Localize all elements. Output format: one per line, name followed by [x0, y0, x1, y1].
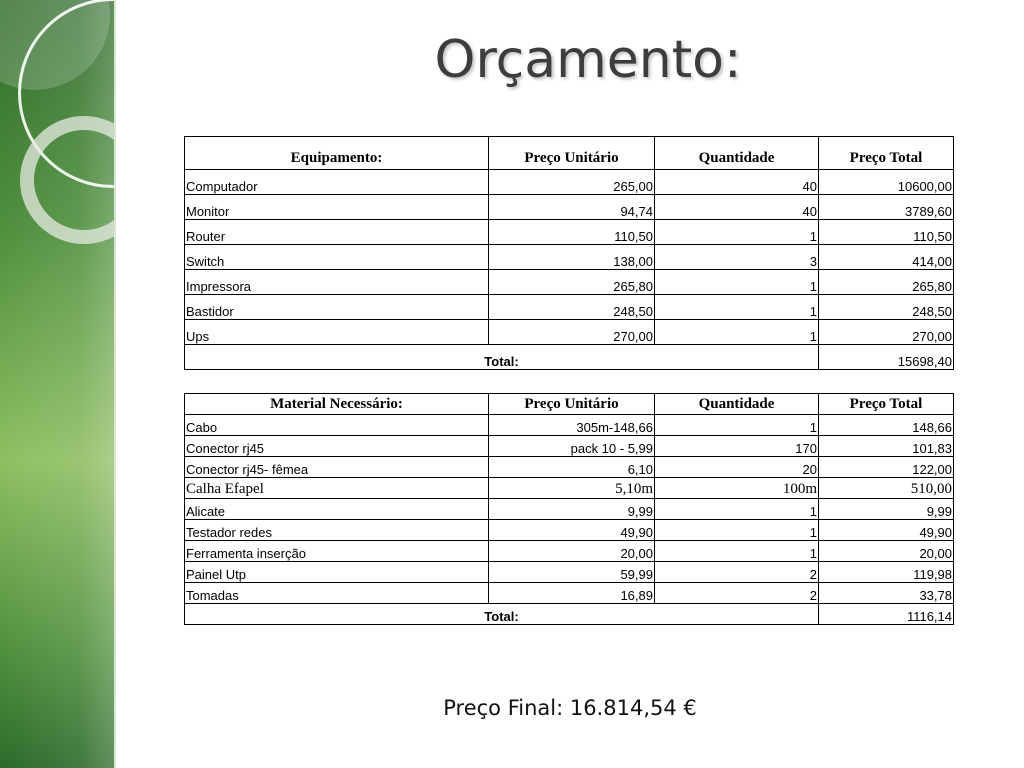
item-name: Painel Utp	[185, 562, 489, 583]
unit-price: 49,90	[489, 520, 655, 541]
item-name: Alicate	[185, 499, 489, 520]
total-price: 122,00	[819, 457, 954, 478]
table-row	[185, 562, 954, 583]
table-row	[185, 195, 954, 220]
total-price: 119,98	[819, 562, 954, 583]
total-price: 414,00	[819, 245, 954, 270]
quantity: 1	[655, 499, 819, 520]
unit-price: 20,00	[489, 541, 655, 562]
table-row	[185, 170, 954, 195]
table-row	[185, 245, 954, 270]
quantity: 170	[655, 436, 819, 457]
table-row	[185, 220, 954, 245]
total-price: 33,78	[819, 583, 954, 604]
item-name: Router	[185, 220, 489, 245]
slide-title: Orçamento:	[434, 30, 742, 90]
table-row	[185, 436, 954, 457]
unit-price: 265,80	[489, 270, 655, 295]
total-label: Total:	[185, 345, 819, 370]
final-price: Preço Final: 16.814,54 €	[443, 696, 697, 720]
total-price: 270,00	[819, 320, 954, 345]
total-price: 248,50	[819, 295, 954, 320]
item-name: Ups	[185, 320, 489, 345]
quantity: 1	[655, 295, 819, 320]
header-equipment: Equipamento:	[185, 137, 489, 170]
item-name: Monitor	[185, 195, 489, 220]
quantity: 1	[655, 415, 819, 436]
item-name: Switch	[185, 245, 489, 270]
item-name: Computador	[185, 170, 489, 195]
table-header-row	[185, 137, 954, 170]
quantity: 2	[655, 583, 819, 604]
unit-price: 16,89	[489, 583, 655, 604]
item-name: Ferramenta inserção	[185, 541, 489, 562]
total-price: 49,90	[819, 520, 954, 541]
quantity: 1	[655, 320, 819, 345]
total-price: 9,99	[819, 499, 954, 520]
decorative-side-band	[0, 0, 114, 768]
table-row	[185, 295, 954, 320]
equipment-table	[184, 136, 954, 370]
header-unit-price: Preço Unitário	[489, 394, 655, 415]
total-price: 148,66	[819, 415, 954, 436]
table-row	[185, 320, 954, 345]
total-row	[185, 345, 954, 370]
item-name: Impressora	[185, 270, 489, 295]
quantity: 100m	[655, 478, 819, 499]
table-row	[185, 415, 954, 436]
unit-price: 248,50	[489, 295, 655, 320]
unit-price: 9,99	[489, 499, 655, 520]
quantity: 1	[655, 270, 819, 295]
quantity: 3	[655, 245, 819, 270]
total-price: 101,83	[819, 436, 954, 457]
material-table	[184, 393, 954, 625]
header-total-price: Preço Total	[819, 394, 954, 415]
item-name: Conector rj45- fêmea	[185, 457, 489, 478]
side-band-divider	[114, 0, 116, 768]
header-quantity: Quantidade	[655, 394, 819, 415]
total-price: 3789,60	[819, 195, 954, 220]
quantity: 40	[655, 195, 819, 220]
total-price: 110,50	[819, 220, 954, 245]
table-row	[185, 583, 954, 604]
table-row	[185, 457, 954, 478]
quantity: 1	[655, 220, 819, 245]
total-value: 15698,40	[819, 345, 954, 370]
table-header-row	[185, 394, 954, 415]
item-name: Testador redes	[185, 520, 489, 541]
unit-price: 270,00	[489, 320, 655, 345]
unit-price: pack 10 - 5,99	[489, 436, 655, 457]
item-name: Bastidor	[185, 295, 489, 320]
unit-price: 305m-148,66	[489, 415, 655, 436]
table-row	[185, 499, 954, 520]
header-total-price: Preço Total	[819, 137, 954, 170]
item-name: Conector rj45	[185, 436, 489, 457]
total-row	[185, 604, 954, 625]
unit-price: 6,10	[489, 457, 655, 478]
unit-price: 5,10m	[489, 478, 655, 499]
total-price: 265,80	[819, 270, 954, 295]
item-name: Tomadas	[185, 583, 489, 604]
unit-price: 138,00	[489, 245, 655, 270]
quantity: 40	[655, 170, 819, 195]
unit-price: 110,50	[489, 220, 655, 245]
table-row	[185, 520, 954, 541]
table-row	[185, 478, 954, 499]
header-material: Material Necessário:	[185, 394, 489, 415]
unit-price: 59,99	[489, 562, 655, 583]
quantity: 20	[655, 457, 819, 478]
quantity: 2	[655, 562, 819, 583]
total-price: 20,00	[819, 541, 954, 562]
table-row	[185, 270, 954, 295]
item-name: Calha Efapel	[185, 478, 489, 499]
item-name: Cabo	[185, 415, 489, 436]
quantity: 1	[655, 520, 819, 541]
total-value: 1116,14	[819, 604, 954, 625]
total-label: Total:	[185, 604, 819, 625]
unit-price: 94,74	[489, 195, 655, 220]
total-price: 10600,00	[819, 170, 954, 195]
header-quantity: Quantidade	[655, 137, 819, 170]
quantity: 1	[655, 541, 819, 562]
unit-price: 265,00	[489, 170, 655, 195]
table-row	[185, 541, 954, 562]
header-unit-price: Preço Unitário	[489, 137, 655, 170]
total-price: 510,00	[819, 478, 954, 499]
